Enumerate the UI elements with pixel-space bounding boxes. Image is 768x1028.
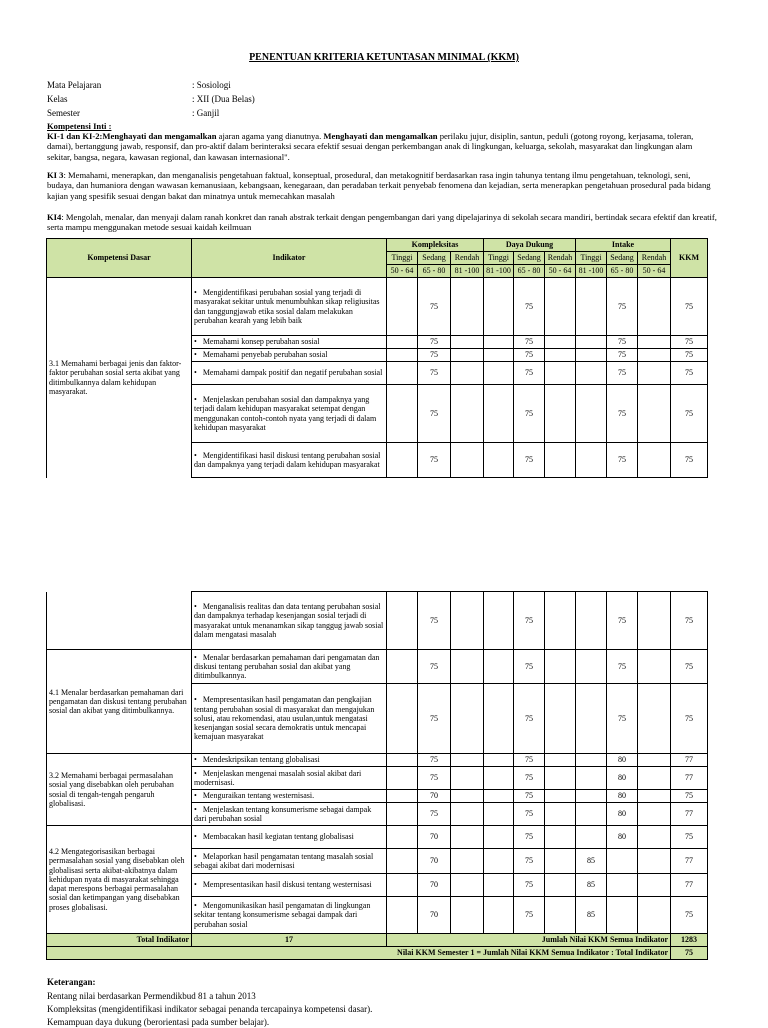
total-indikator-label: Total Indikator: [47, 934, 192, 947]
indikator-text: Memahami dampak positif dan negatif perubahan sosial: [202, 368, 383, 378]
kkm-cell: 75: [671, 826, 708, 849]
header-rendah: Rendah: [451, 252, 484, 265]
meta-mata-pelajaran: [47, 80, 231, 91]
bullet: •: [194, 695, 197, 705]
value-cell: [576, 385, 607, 443]
value-cell: 75: [418, 336, 451, 349]
value-cell: [607, 849, 638, 874]
bullet: •: [194, 450, 197, 460]
value-cell: 75: [514, 362, 545, 385]
kkm-cell: 75: [671, 349, 708, 362]
value-cell: 75: [607, 385, 638, 443]
value-cell: [576, 803, 607, 826]
header-kompetensi-dasar: Kompetensi Dasar: [47, 239, 192, 278]
ki3-text: : Memahami, menerapkan, dan menganalisis pengetahuan faktual, konseptual, prosedural, dan metakognitif berdasarkan rasa ingin tahunya tentang ilmu pengetahuan, teknologi, seni, budaya, dan humaniora dengan wawasan kemanusiaan, kebangsaan, kenegaraan, dan peradaban terkait penyebab fenomena dan kejadian, serta menerapkan pengetahuan prosedural pada bidang kajian yang spesifik sesuai dengan bakat dan minatnya untuk memecahkan masalah: [47, 170, 711, 201]
ki3-prefix: KI 3: [47, 170, 64, 180]
value-cell: 75: [607, 684, 638, 754]
value-cell: 80: [607, 790, 638, 803]
value-cell: 75: [514, 336, 545, 349]
bullet: •: [194, 394, 197, 404]
bullet: •: [194, 851, 197, 861]
kkm-cell: 75: [671, 385, 708, 443]
meta-value: : Ganjil: [192, 108, 220, 118]
kkm-cell: 75: [671, 790, 708, 803]
indikator-text: Menjelaskan tentang konsumerisme sebagai dampak dari perubahan sosial: [194, 804, 372, 823]
value-cell: [576, 278, 607, 336]
total-indikator-value: 17: [192, 934, 387, 947]
meta-label: Mata Pelajaran: [47, 80, 102, 90]
value-cell: 70: [418, 849, 451, 874]
kd-cell: 3.2 Memahami berbagai permasalahan sosial yang disebabkan oleh perubahan sosial di tengah-tengah pengaruh globalisasi.: [47, 754, 192, 826]
indikator-cell: [192, 803, 387, 826]
keterangan-line: Rentang nilai berdasarkan Permendikbud 81 a tahun 2013: [47, 991, 256, 1001]
kkm-cell: 77: [671, 803, 708, 826]
table-row: [47, 592, 708, 650]
header-range: 50 - 64: [638, 265, 671, 278]
indikator-cell: [192, 336, 387, 349]
kd-cell: 3.1 Memahami berbagai jenis dan faktor-faktor perubahan sosial serta akibat yang ditimbulkannya dalam kehidupan masyarakat.: [47, 278, 192, 478]
header-kkm: KKM: [671, 239, 708, 278]
value-cell: 70: [418, 897, 451, 934]
jumlah-nilai-value: 1283: [671, 934, 708, 947]
value-cell: 80: [607, 803, 638, 826]
bullet: •: [194, 832, 197, 842]
kkm-table-part-1: [46, 238, 708, 478]
total-row: [47, 934, 708, 947]
kd-cell: 4.1 Menalar berdasarkan pemahaman dari pengamatan dan diskusi tentang perubahan sosial dan akibat yang ditimbulkannya.: [47, 650, 192, 754]
kd-cell: 4.2 Mengategorisasikan berbagai permasalahan sosial yang disebabkan oleh globalisasi serta akibat-akibatnya dalam kehidupan nyata di masyarakat sehingga dapat merespons berbagai permasalahan sosial dan ketimpangan yang disebabkan proses globalisasi.: [47, 826, 192, 934]
meta-value: : Sosiologi: [192, 80, 231, 90]
header-range: 81 -100: [484, 265, 514, 278]
bullet: •: [194, 368, 197, 378]
header-range: 65 - 80: [607, 265, 638, 278]
header-range: 50 - 64: [387, 265, 418, 278]
value-cell: 75: [514, 684, 545, 754]
value-cell: [576, 826, 607, 849]
value-cell: 75: [607, 278, 638, 336]
ki12-bold-2: Menghayati dan mengamalkan: [323, 131, 438, 141]
indikator-text: Menjelaskan perubahan sosial dan dampaknya yang terjadi dalam kehidupan masyarakat setempat dengan menggunakan contoh-contoh nyata yang terjadi di dalam kehidupan masyarakat: [194, 394, 377, 432]
keterangan-heading: Keterangan:: [47, 977, 96, 987]
indikator-cell: [192, 849, 387, 874]
header-rendah: Rendah: [545, 252, 576, 265]
header-kompleksitas: Kompleksitas: [387, 239, 484, 252]
ki12-prefix: KI-1 dan KI-2:: [47, 131, 103, 141]
value-cell: 75: [514, 874, 545, 897]
value-cell: 75: [514, 767, 545, 790]
value-cell: 80: [607, 754, 638, 767]
ki12-text-2: perilaku jujur, disiplin, santun, peduli (gotong royong, kerjasama, toleran, damai), bertanggung jawab, responsif, dan pro-aktif dalam berinteraksi secara efektif sesuai dengan perkembangan anak di lingkungan, keluarga, sekolah, masyarakat dan lingkungan alam sekitar, bangsa, negara, kawasan regional, dan kawasan internasional".: [47, 131, 694, 162]
bullet: •: [194, 287, 197, 297]
indikator-cell: [192, 385, 387, 443]
value-cell: 75: [418, 754, 451, 767]
header-range: 81 -100: [576, 265, 607, 278]
value-cell: [576, 336, 607, 349]
value-cell: 75: [514, 897, 545, 934]
indikator-cell: [192, 278, 387, 336]
kkm-cell: 75: [671, 362, 708, 385]
indikator-text: Menjelaskan mengenai masalah sosial akibat dari modernisasi.: [194, 768, 362, 787]
kompetensi-inti-heading: Kompetensi Inti :: [47, 121, 112, 131]
meta-value: : XII (Dua Belas): [192, 94, 255, 104]
value-cell: 80: [607, 826, 638, 849]
value-cell: 75: [607, 443, 638, 478]
indikator-cell: [192, 684, 387, 754]
bullet: •: [194, 804, 197, 814]
ki-1-2-paragraph: [47, 131, 717, 162]
value-cell: 75: [514, 592, 545, 650]
value-cell: 70: [418, 874, 451, 897]
indikator-text: Mengidentifikasi perubahan sosial yang terjadi di masyarakat sekitar untuk menumbuhkan sikap religiusitas dan tanggungjawab etika sosial dalam melakukan perubahan kearah yang lebih baik: [194, 287, 380, 325]
indikator-text: Memahami konsep perubahan sosial: [202, 337, 320, 347]
value-cell: [576, 684, 607, 754]
kkm-cell: 75: [671, 684, 708, 754]
ki12-bold-1: Menghayati dan mengamalkan: [102, 131, 217, 141]
value-cell: [576, 650, 607, 684]
kkm-cell: 75: [671, 592, 708, 650]
value-cell: 75: [514, 443, 545, 478]
kkm-cell: 75: [671, 336, 708, 349]
value-cell: 80: [607, 767, 638, 790]
indikator-text: Mendeskripsikan tentang globalisasi: [202, 755, 320, 765]
table-row: [47, 826, 708, 849]
value-cell: 70: [418, 826, 451, 849]
bullet: •: [194, 901, 197, 911]
value-cell: [576, 767, 607, 790]
value-cell: [607, 874, 638, 897]
meta-label: Semester: [47, 108, 80, 118]
value-cell: [576, 443, 607, 478]
bullet: •: [194, 791, 197, 801]
kd-cell-continued: [47, 592, 192, 650]
value-cell: 75: [418, 684, 451, 754]
nilai-kkm-label: Nilai KKM Semester 1 = Jumlah Nilai KKM Semua Indikator : Total Indikator: [47, 947, 671, 960]
kkm-cell: 77: [671, 849, 708, 874]
value-cell: 75: [514, 385, 545, 443]
ki4-text: : Mengolah, menalar, dan menyaji dalam ranah konkret dan ranah abstrak terkait dengan pengembangan dari yang dipelajarinya di sekolah secara mandiri, bertindak secara efektif dan kreatif, serta mampu menggunakan metode sesuai kaidah keilmuan: [47, 212, 717, 233]
ki-4-paragraph: [47, 212, 717, 233]
ki-3-paragraph: [47, 170, 717, 201]
value-cell: 85: [576, 874, 607, 897]
indikator-cell: [192, 362, 387, 385]
nilai-kkm-row: [47, 947, 708, 960]
value-cell: 75: [418, 443, 451, 478]
jumlah-nilai-label: Jumlah Nilai KKM Semua Indikator: [387, 934, 671, 947]
value-cell: 75: [418, 278, 451, 336]
indikator-cell: [192, 767, 387, 790]
header-range: 50 - 64: [545, 265, 576, 278]
value-cell: 75: [514, 803, 545, 826]
header-tinggi: Tinggi: [576, 252, 607, 265]
ki12-text-1: ajaran agama yang dianutnya.: [216, 131, 324, 141]
value-cell: 75: [418, 803, 451, 826]
value-cell: 75: [418, 385, 451, 443]
value-cell: 75: [607, 592, 638, 650]
indikator-text: Mengidentifikasi hasil diskusi tentang perubahan sosial dan dampaknya yang terjadi dalam kehidupan masyarakat: [194, 450, 381, 469]
value-cell: 75: [607, 336, 638, 349]
header-indikator: Indikator: [192, 239, 387, 278]
kkm-cell: 77: [671, 754, 708, 767]
indikator-text: Menguraikan tentang westernisasi.: [202, 791, 315, 801]
indikator-text: Mengomunikasikan hasil pengamatan di lingkungan sekitar tentang konsumerisme sebagai dampak dari perubahan sosial: [194, 901, 371, 929]
value-cell: 75: [607, 362, 638, 385]
value-cell: 75: [418, 767, 451, 790]
indikator-text: Melaporkan hasil pengamatan tentang masalah sosial sebagai akibat dari modernisasi: [194, 851, 374, 870]
header-sedang: Sedang: [607, 252, 638, 265]
meta-semester: [47, 108, 219, 119]
value-cell: [576, 592, 607, 650]
header-tinggi: Tinggi: [484, 252, 514, 265]
header-tinggi: Tinggi: [387, 252, 418, 265]
value-cell: 75: [514, 849, 545, 874]
value-cell: [607, 897, 638, 934]
value-cell: 75: [514, 754, 545, 767]
header-range: 65 - 80: [418, 265, 451, 278]
value-cell: 75: [514, 650, 545, 684]
nilai-kkm-value: 75: [671, 947, 708, 960]
bullet: •: [194, 755, 197, 765]
kkm-cell: 77: [671, 874, 708, 897]
value-cell: [576, 349, 607, 362]
value-cell: 75: [418, 650, 451, 684]
bullet: •: [194, 768, 197, 778]
indikator-cell: [192, 592, 387, 650]
bullet: •: [194, 652, 197, 662]
indikator-cell: [192, 754, 387, 767]
indikator-text: Membacakan hasil kegiatan tentang globalisasi: [202, 832, 354, 842]
indikator-text: Mempresentasikan hasil pengamatan dan pengkajian tentang perubahan sosial di masyarakat dan mengajukan solusi, atau rekomendasi, atau usulan,untuk mengatasi kesenjangan sosial secara demokratis untuk mencapai kemajuan masyarakat: [194, 695, 375, 742]
kkm-cell: 75: [671, 443, 708, 478]
value-cell: 85: [576, 849, 607, 874]
value-cell: 75: [607, 349, 638, 362]
meta-kelas: [47, 94, 255, 105]
header-sedang: Sedang: [514, 252, 545, 265]
bullet: •: [194, 880, 197, 890]
kkm-cell: 75: [671, 650, 708, 684]
header-sedang: Sedang: [418, 252, 451, 265]
indikator-cell: [192, 897, 387, 934]
indikator-text: Mempresentasikan hasil diskusi tentang westernisasi: [202, 880, 372, 890]
bullet: •: [194, 337, 197, 347]
indikator-text: Memahami penyebab perubahan sosial: [202, 350, 328, 360]
indikator-cell: [192, 443, 387, 478]
header-daya-dukung: Daya Dukung: [484, 239, 576, 252]
value-cell: 75: [514, 826, 545, 849]
kkm-table-part-2: [46, 591, 708, 960]
header-range: 81 -100: [451, 265, 484, 278]
value-cell: [576, 362, 607, 385]
indikator-text: Menalar berdasarkan pemahaman dari pengamatan dan diskusi tentang perubahan sosial dan akibat yang ditimbulkannya.: [194, 652, 380, 681]
indikator-cell: [192, 826, 387, 849]
indikator-text: Menganalisis realitas dan data tentang perubahan sosial dan dampaknya terhadap kesenjangan sosial terjadi di masyarakat untuk menanamkan sikap tanggug jawab sosial dalam mengatasi masalah: [194, 601, 384, 639]
indikator-cell: [192, 349, 387, 362]
page-title: PENENTUAN KRITERIA KETUNTASAN MINIMAL (KKM): [249, 52, 519, 63]
header-intake: Intake: [576, 239, 671, 252]
indikator-cell: [192, 790, 387, 803]
value-cell: [576, 754, 607, 767]
bullet: •: [194, 601, 197, 611]
meta-label: Kelas: [47, 94, 68, 104]
value-cell: 85: [576, 897, 607, 934]
value-cell: 70: [418, 790, 451, 803]
value-cell: 75: [514, 349, 545, 362]
value-cell: 75: [418, 592, 451, 650]
table-row: [47, 650, 708, 684]
table-row: [47, 754, 708, 767]
header-range: 65 - 80: [514, 265, 545, 278]
kkm-cell: 75: [671, 278, 708, 336]
indikator-cell: [192, 650, 387, 684]
value-cell: 75: [514, 790, 545, 803]
keterangan-line: Kompleksitas (mengidentifikasi indikator sebagai penanda tercapainya kompetensi dasar).: [47, 1004, 373, 1014]
value-cell: [576, 790, 607, 803]
ki4-prefix: KI4: [47, 212, 62, 222]
kkm-cell: 77: [671, 767, 708, 790]
value-cell: 75: [607, 650, 638, 684]
bullet: •: [194, 350, 197, 360]
value-cell: 75: [514, 278, 545, 336]
value-cell: 75: [418, 362, 451, 385]
keterangan-line: Kemampuan daya dukung (berorientasi pada sumber belajar).: [47, 1017, 270, 1027]
value-cell: 75: [418, 349, 451, 362]
header-rendah: Rendah: [638, 252, 671, 265]
table-row: [47, 278, 708, 336]
kkm-cell: 75: [671, 897, 708, 934]
indikator-cell: [192, 874, 387, 897]
